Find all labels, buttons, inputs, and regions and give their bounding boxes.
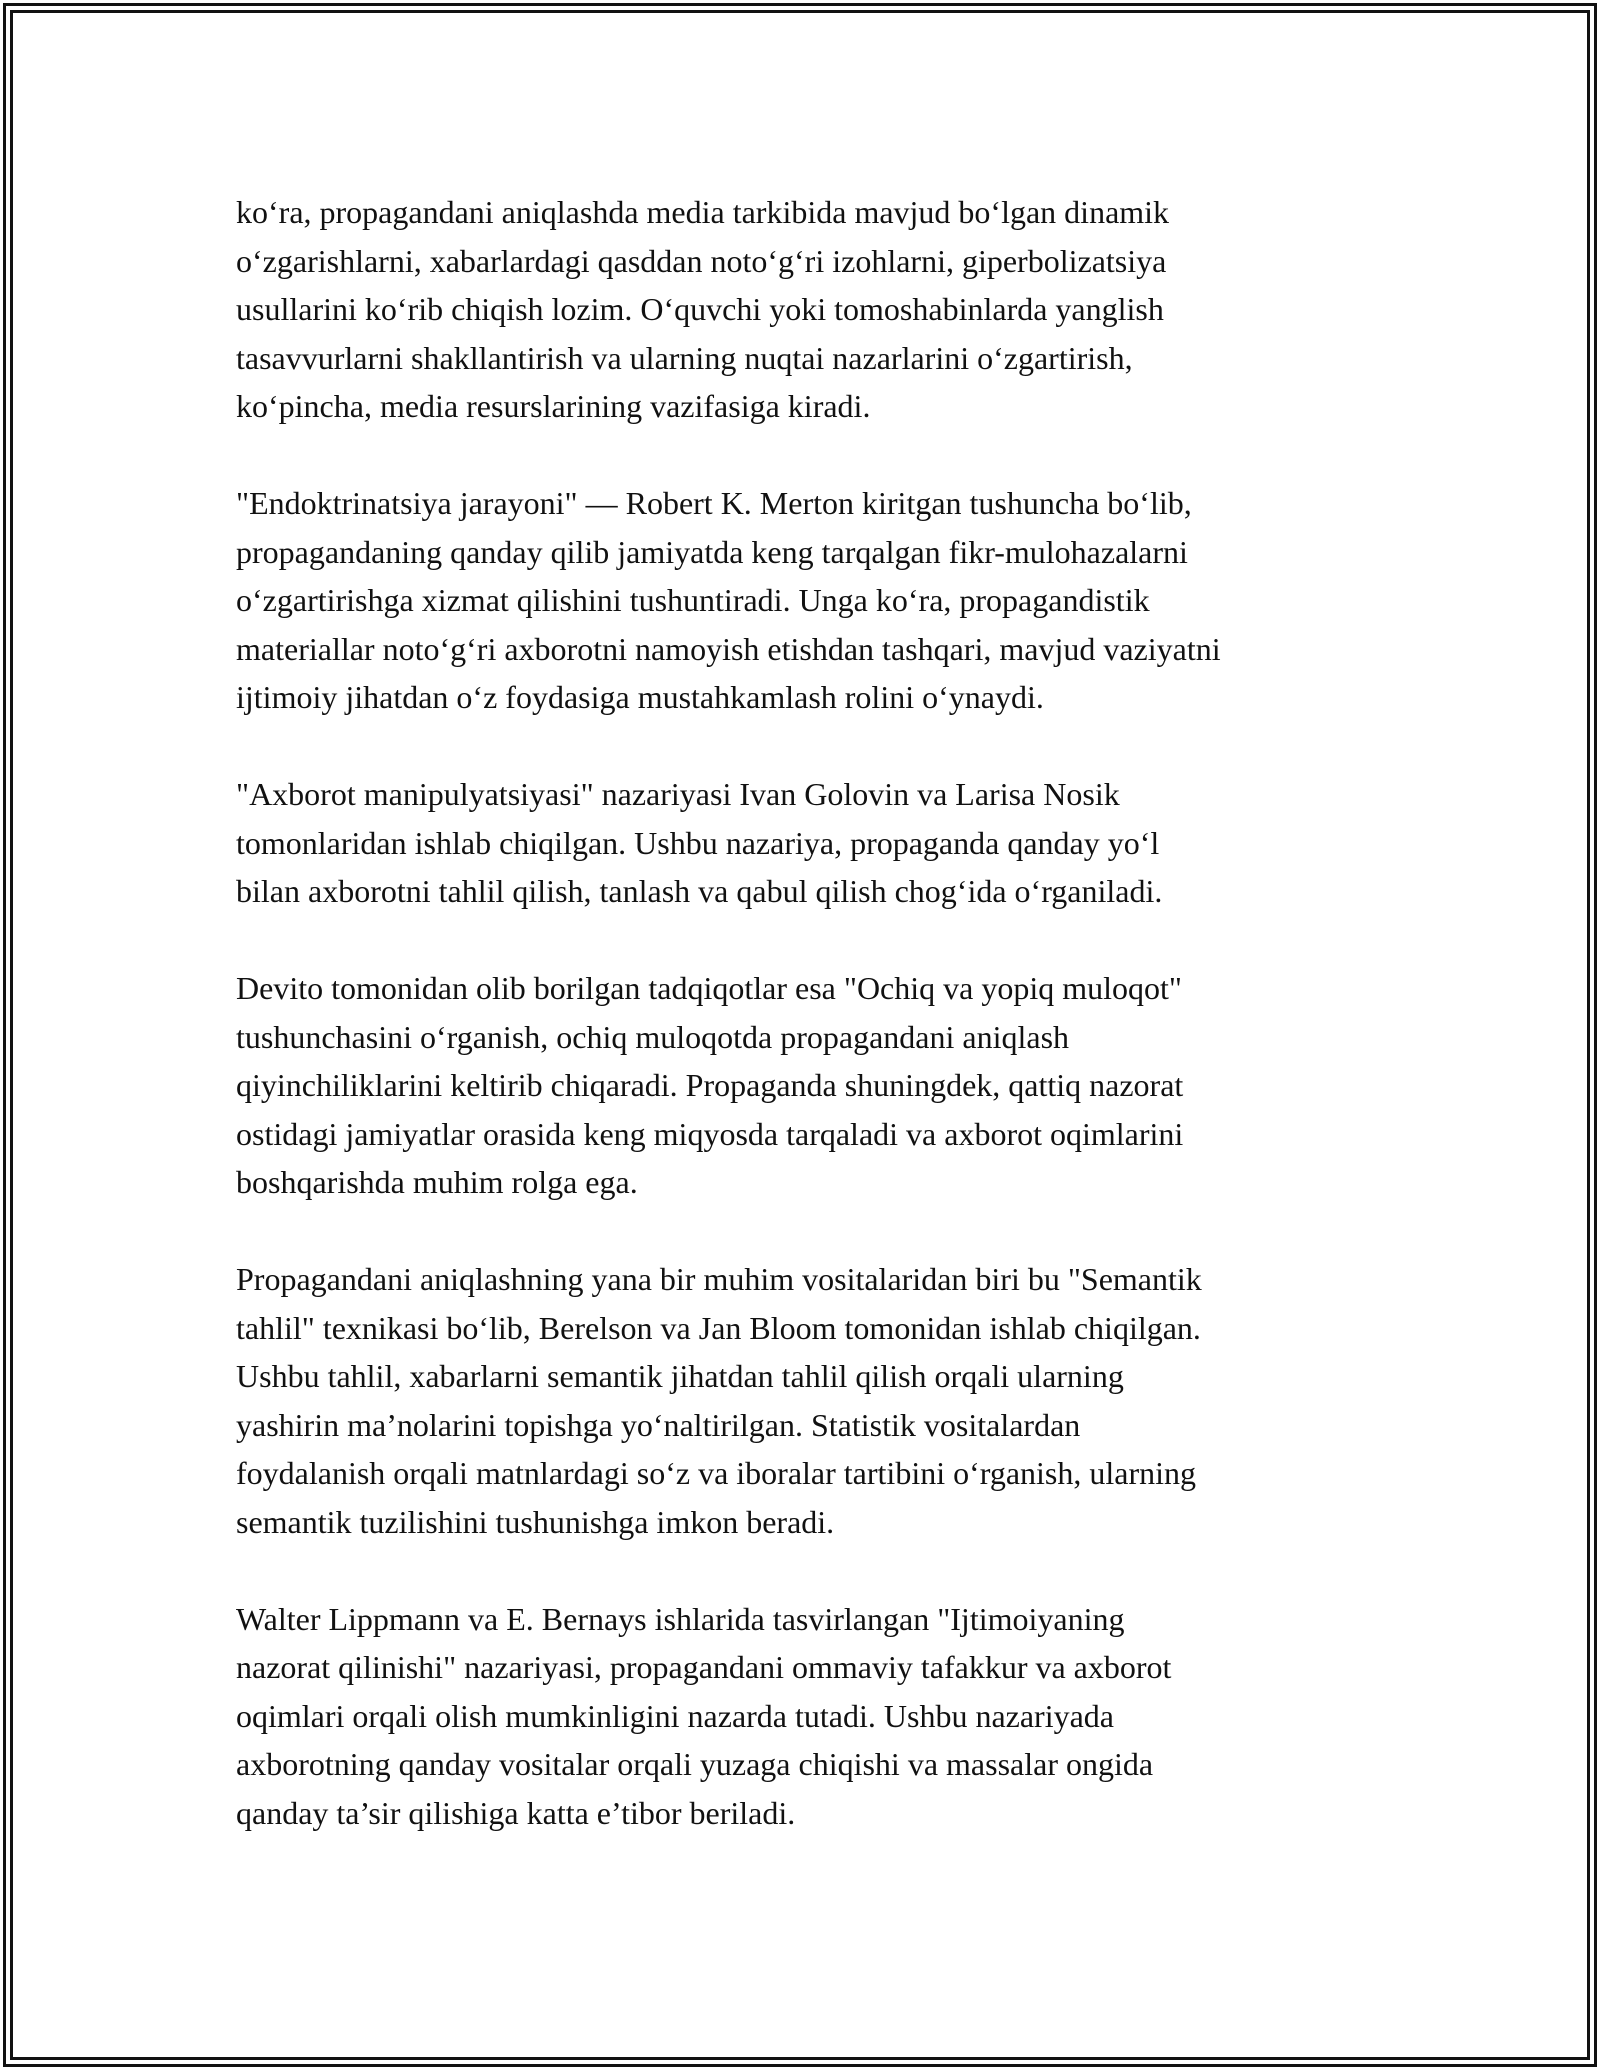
text-line: tasavvurlarni shakllantirish va ularning nuqtai nazarlarini o‘zgartirish,	[236, 339, 1133, 376]
text-line: Walter Lippmann va E. Bernays ishlarida tasvirlangan "Ijtimoiyaning	[236, 1600, 1125, 1637]
text-line: materiallar noto‘g‘ri axborotni namoyish etishdan tashqari, mavjud vaziyatni	[236, 630, 1221, 667]
paragraph-1	[236, 188, 1386, 431]
text-line: qiyinchiliklarini keltirib chiqaradi. Propaganda shuningdek, qattiq nazorat	[236, 1067, 1184, 1103]
text-line: Propagandani aniqlashning yana bir muhim vositalaridan biri bu "Semantik	[236, 1261, 1202, 1297]
text-line: ostidagi jamiyatlar orasida keng miqyosda tarqaladi va axborot oqimlarini	[236, 1115, 1184, 1152]
document-body	[236, 188, 1386, 1886]
text-line: tahlil" texnikasi bo‘lib, Berelson va Jan Bloom tomonidan ishlab chiqilgan.	[236, 1309, 1201, 1346]
text-line: ijtimoiy jihatdan o‘z foydasiga mustahkamlash rolini o‘ynaydi.	[236, 679, 1044, 715]
text-line: bilan axborotni tahlil qilish, tanlash va qabul qilish chog‘ida o‘rganiladi.	[236, 873, 1163, 909]
text-line: ko‘ra, propagandani aniqlashda media tarkibida mavjud bo‘lgan dinamik	[236, 194, 1170, 230]
text-line: nazorat qilinishi" nazariyasi, propagandani ommaviy tafakkur va axborot	[236, 1649, 1172, 1685]
text-line: Ushbu tahlil, xabarlarni semantik jihatdan tahlil qilish orqali ularning	[236, 1358, 1124, 1394]
text-line: yashirin ma’nolarini topishga yo‘naltirilgan. Statistik vositalardan	[236, 1406, 1081, 1443]
paragraph-4	[236, 964, 1386, 1207]
text-line: qanday ta’sir qilishiga katta e’tibor beriladi.	[236, 1794, 796, 1831]
text-line: ko‘pincha, media resurslarining vazifasiga kiradi.	[236, 388, 871, 424]
text-line: tushunchasini o‘rganish, ochiq muloqotda propagandani aniqlash	[236, 1018, 1070, 1055]
text-line: foydalanish orqali matnlardagi so‘z va iboralar tartibini o‘rganish, ularning	[236, 1455, 1197, 1491]
text-line: tomonlaridan ishlab chiqilgan. Ushbu nazariya, propaganda qanday yo‘l	[236, 824, 1160, 861]
text-line: usullarini ko‘rib chiqish lozim. O‘quvchi yoki tomoshabinlarda yanglish	[236, 291, 1164, 327]
text-line: o‘zgarishlarni, xabarlardagi qasddan noto‘g‘ri izohlarni, giperbolizatsiya	[236, 242, 1167, 279]
text-line: semantik tuzilishini tushunishga imkon beradi.	[236, 1503, 835, 1540]
text-line: propagandaning qanday qilib jamiyatda keng tarqalgan fikr-mulohazalarni	[236, 533, 1188, 570]
text-line: Devito tomonidan olib borilgan tadqiqotlar esa "Ochiq va yopiq muloqot"	[236, 970, 1182, 1006]
paragraph-6	[236, 1595, 1386, 1838]
text-line: "Axborot manipulyatsiyasi" nazariyasi Ivan Golovin va Larisa Nosik	[236, 776, 1120, 812]
paragraph-5	[236, 1255, 1386, 1546]
paragraph-3	[236, 770, 1386, 916]
paragraph-2	[236, 479, 1386, 722]
text-line: "Endoktrinatsiya jarayoni" — Robert K. Merton kiritgan tushuncha bo‘lib,	[236, 485, 1192, 521]
text-line: o‘zgartirishga xizmat qilishini tushuntiradi. Unga ko‘ra, propagandistik	[236, 582, 1150, 618]
text-line: oqimlari orqali olish mumkinligini nazarda tutadi. Ushbu nazariyada	[236, 1697, 1114, 1734]
text-line: axborotning qanday vositalar orqali yuzaga chiqishi va massalar ongida	[236, 1746, 1154, 1782]
text-line: boshqarishda muhim rolga ega.	[236, 1164, 638, 1200]
